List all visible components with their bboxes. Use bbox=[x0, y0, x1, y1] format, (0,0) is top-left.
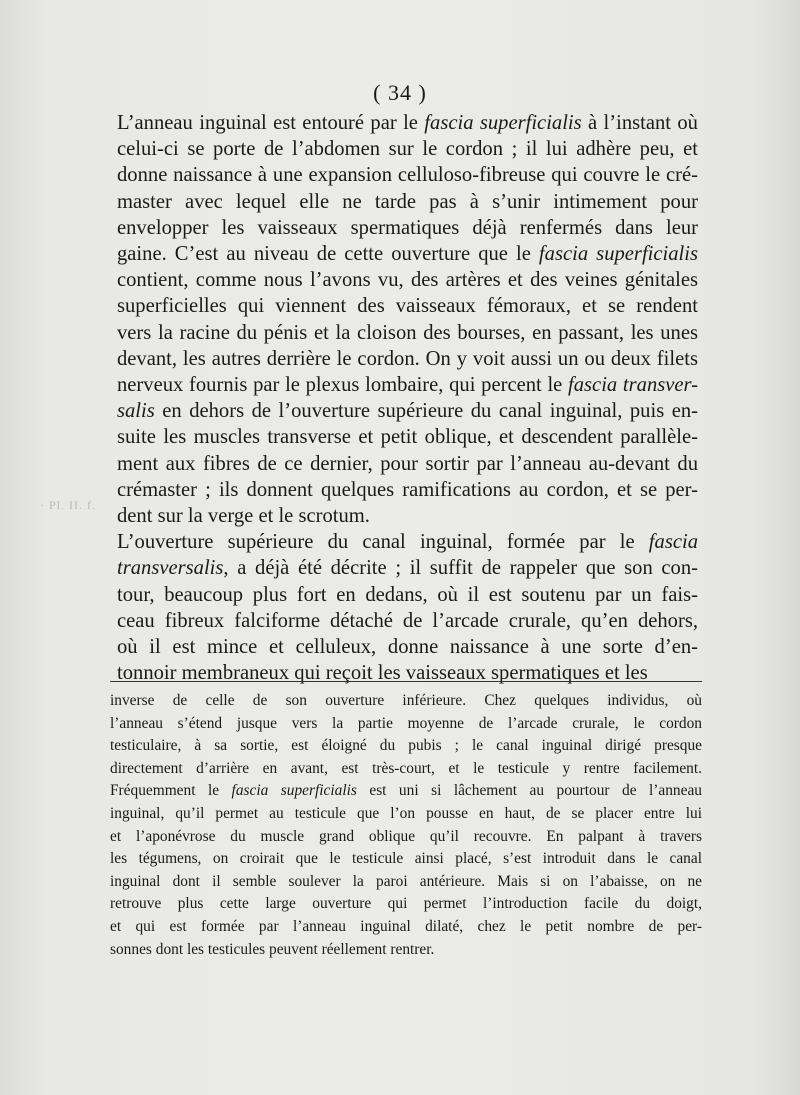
text-line: vers la racine du pénis et la cloison des bourses, en passant, les unes bbox=[117, 321, 698, 344]
text-line: gaine. C’est au niveau de cette ouverture que le fascia superficialis bbox=[117, 243, 698, 266]
text-line: ment aux fibres de ce dernier, pour sortir par l’anneau au-devant du bbox=[117, 452, 698, 475]
text-line: donne naissance à une expansion celluloso-fibreuse qui couvre le cré- bbox=[117, 164, 698, 187]
text-line: inguinal dont il semble soulever la paroi antérieure. Mais si on l’abaisse, on ne bbox=[110, 872, 702, 890]
italic-term: fascia superficialis bbox=[538, 243, 698, 266]
margin-note: · Pl. II. f. bbox=[40, 498, 96, 512]
italic-term: transversalis bbox=[117, 557, 224, 580]
text-line: suite les muscles transverse et petit oblique, et descendent parallèle- bbox=[117, 426, 698, 449]
text-line: et l’aponévrose du muscle grand oblique qu’il recouvre. En palpant à travers bbox=[110, 827, 702, 845]
text-line: tonnoir membraneux qui reçoit les vaisseaux spermatiques et les bbox=[117, 662, 648, 685]
text-line: superficielles qui viennent des vaisseaux fémoraux, et se rendent bbox=[117, 295, 698, 318]
footnote bbox=[110, 690, 702, 961]
text-line: contient, comme nous l’avons vu, des artères et des veines génitales bbox=[117, 269, 698, 292]
text-line: celui-ci se porte de l’abdomen sur le cordon ; il lui adhère peu, et bbox=[117, 138, 698, 161]
italic-term: fascia bbox=[648, 531, 698, 554]
text-line: Fréquemment le fascia superficialis est uni si lâchement au pourtour de l’anneau bbox=[110, 782, 702, 800]
text-line: testiculaire, à sa sortie, est éloigné du pubis ; le canal inguinal dirigé presque bbox=[110, 737, 702, 755]
text-line: envelopper les vaisseaux spermatiques déjà renfermés dans leur bbox=[117, 216, 698, 239]
text-line: les tégumens, on croirait que le testicule ainsi placé, s’est introduit dans le canal bbox=[110, 850, 702, 868]
italic-term: salis bbox=[117, 400, 155, 423]
text-line: sonnes dont les testicules peuvent réellement rentrer. bbox=[110, 940, 435, 958]
text-line: l’anneau s’étend jusque vers la partie moyenne de l’arcade crurale, le cordon bbox=[110, 714, 702, 732]
paragraph-1 bbox=[117, 110, 698, 529]
text-line: salis en dehors de l’ouverture supérieure du canal inguinal, puis en- bbox=[117, 400, 698, 423]
text-line: et qui est formée par l’anneau inguinal dilaté, chez le petit nombre de per- bbox=[110, 917, 702, 935]
text-line: devant, les autres derrière le cordon. On y voit aussi un ou deux filets bbox=[117, 347, 698, 370]
text-line: nerveux fournis par le plexus lombaire, qui percent le fascia transver- bbox=[117, 374, 698, 397]
text-line: ceau fibreux falciforme détaché de l’arcade crurale, qu’en dehors, bbox=[117, 609, 698, 632]
page-number: ( 34 ) bbox=[373, 80, 427, 105]
text-line: crémaster ; ils donnent quelques ramifications au cordon, et se per- bbox=[117, 478, 698, 501]
footnote-rule bbox=[110, 681, 702, 682]
text-line: L’anneau inguinal est entouré par le fascia superficialis à l’instant où bbox=[117, 112, 698, 134]
text-line: où il est mince et celluleux, donne naissance à une sorte d’en- bbox=[117, 636, 698, 659]
text-line: L’ouverture supérieure du canal inguinal, formée par le fascia bbox=[117, 531, 698, 554]
text-line: inguinal, qu’il permet au testicule que l’on pousse en haut, de se placer entre lui bbox=[110, 804, 702, 822]
text-line: directement d’arrière en avant, est très-court, et le testicule y rentre facilement. bbox=[110, 759, 702, 777]
italic-term: fascia transver- bbox=[568, 374, 698, 397]
paragraph-2 bbox=[117, 529, 698, 686]
text-line: tour, beaucoup plus fort en dedans, où il est soutenu par un fais- bbox=[117, 583, 698, 606]
text-line: inverse de celle de son ouverture inférieure. Chez quelques individus, où bbox=[110, 692, 702, 709]
text-line: transversalis, a déjà été décrite ; il suffit de rappeler que son con- bbox=[117, 557, 698, 580]
text-line: master avec lequel elle ne tarde pas à s’unir intimement pour bbox=[117, 190, 698, 213]
italic-term: fascia superficialis bbox=[231, 782, 357, 800]
text-line: dent sur la verge et le scrotum. bbox=[117, 505, 370, 528]
text-line: retrouve plus cette large ouverture qui permet l’introduction facile du doigt, bbox=[110, 895, 702, 913]
italic-term: fascia superficialis bbox=[424, 112, 582, 134]
main-text bbox=[117, 110, 698, 686]
